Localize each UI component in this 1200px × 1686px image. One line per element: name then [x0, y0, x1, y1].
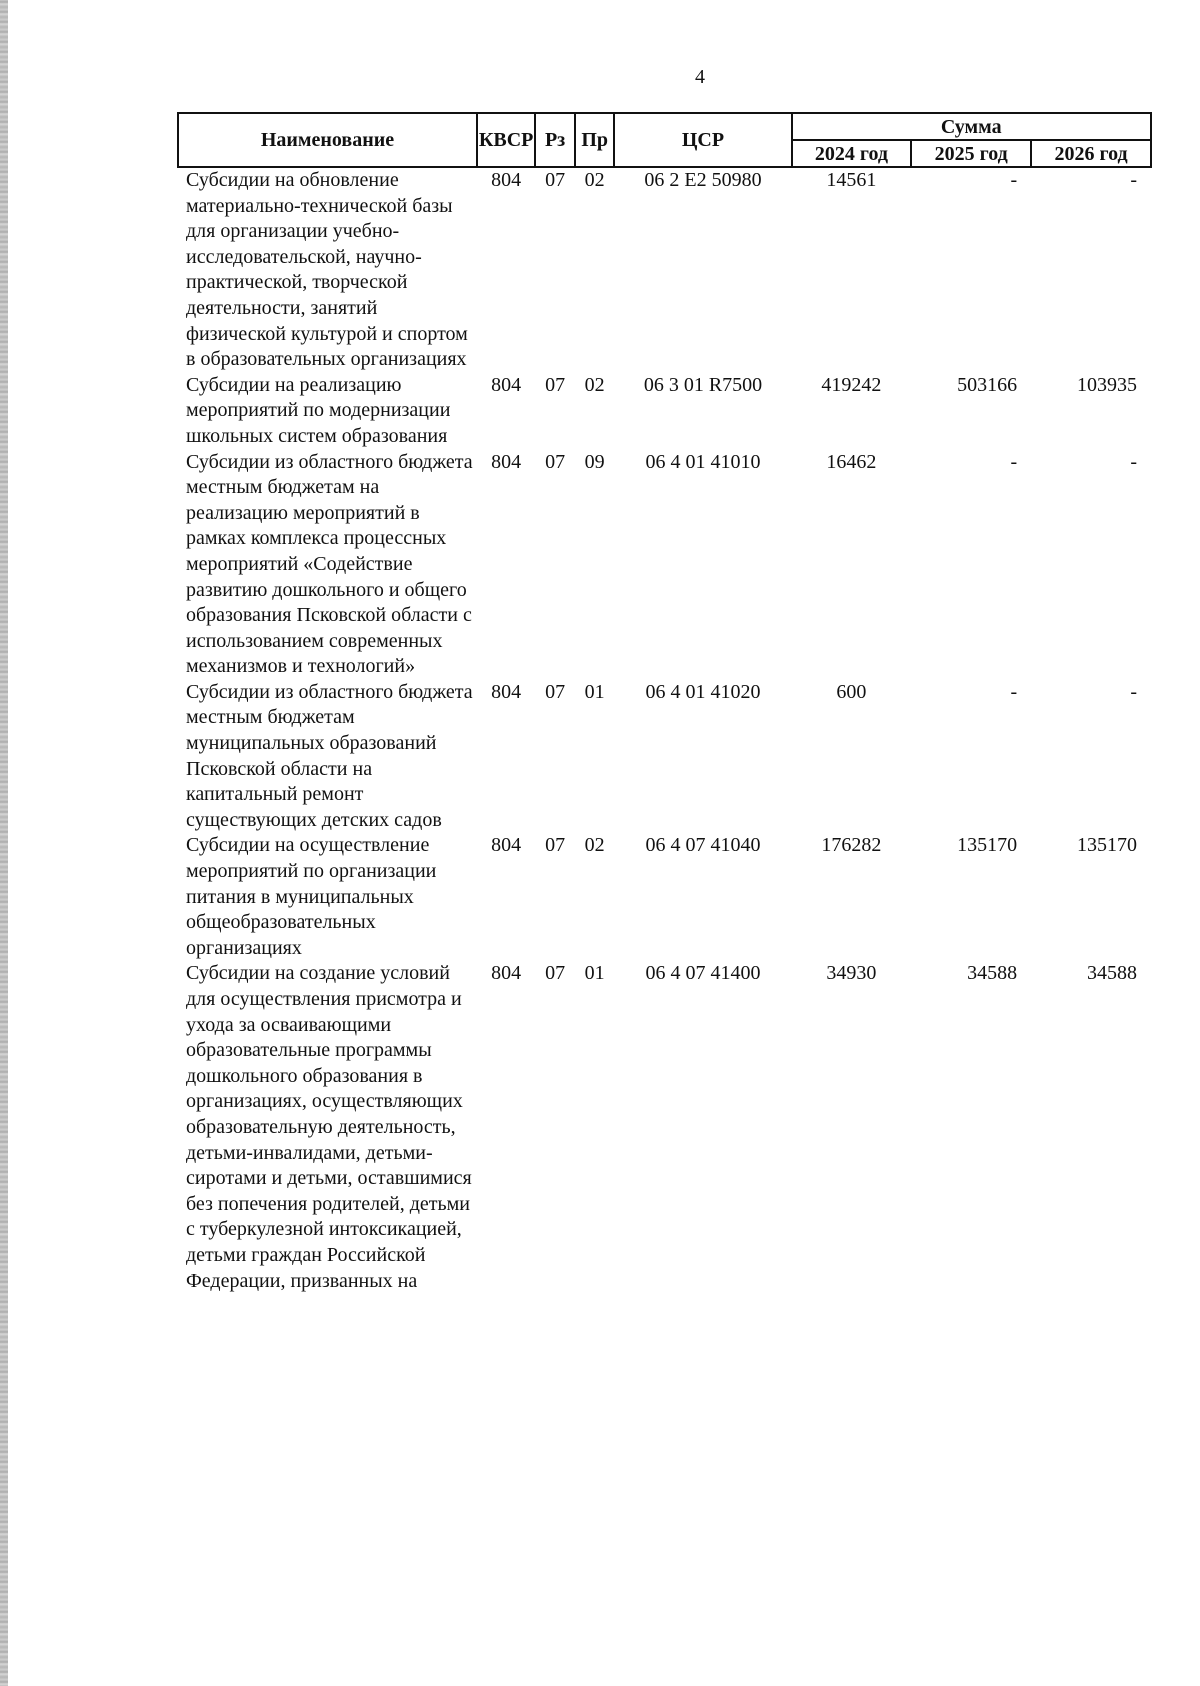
header-sum: Сумма [792, 113, 1151, 140]
row-pr: 01 [584, 680, 605, 703]
row-sum-2025: 503166 [957, 373, 1018, 396]
row-csr: 06 3 01 R7500 [643, 373, 763, 396]
row-sum-2024: 34930 [826, 962, 877, 985]
row-sum-2025: - [1010, 450, 1018, 473]
row-kvsr: 804 [491, 834, 522, 857]
table-row [178, 680, 1151, 834]
table-row [178, 961, 1151, 1294]
row-kvsr: 804 [491, 169, 522, 191]
row-kvsr: 804 [491, 373, 522, 396]
row-csr: 06 2 E2 50980 [644, 169, 762, 191]
row-pr: 01 [584, 962, 605, 985]
page-number: 4 [695, 66, 705, 88]
table-row [178, 373, 1151, 450]
header-pr: Пр [575, 113, 615, 167]
row-rz: 07 [545, 373, 566, 396]
row-kvsr: 804 [491, 680, 522, 703]
budget-table [177, 112, 1152, 1294]
row-rz: 07 [545, 834, 566, 857]
table-body [178, 167, 1151, 1294]
row-name: Субсидии на осуществление мероприятий по организации питания в муниципальных общеобразовательных организациях [186, 834, 437, 959]
row-sum-2026: 34588 [1087, 962, 1137, 985]
row-kvsr: 804 [491, 450, 522, 473]
row-kvsr: 804 [491, 962, 522, 985]
row-sum-2024: 600 [836, 680, 867, 703]
row-csr: 06 4 07 41400 [645, 962, 761, 985]
header-year-2024: 2024 год [792, 140, 912, 167]
row-sum-2026: - [1130, 680, 1137, 703]
row-rz: 07 [545, 450, 566, 473]
row-rz: 07 [545, 680, 566, 703]
header-rz: Рз [535, 113, 575, 167]
row-sum-2025: - [1010, 680, 1018, 703]
header-year-2026: 2026 год [1031, 140, 1151, 167]
row-sum-2024: 16462 [826, 450, 877, 473]
row-sum-2025: 135170 [957, 834, 1018, 857]
scan-edge [0, 0, 8, 1686]
row-sum-2026: - [1130, 169, 1137, 191]
row-name: Субсидии из областного бюджета местным бюджетам муниципальных образований Псковской области на капитальный ремонт существующих детских садов [186, 680, 473, 831]
header-name: Наименование [178, 113, 477, 167]
header-kvsr: КВСР [477, 113, 535, 167]
table-row [178, 167, 1151, 373]
row-pr: 02 [584, 169, 605, 191]
row-sum-2024: 176282 [821, 834, 882, 857]
row-rz: 07 [545, 169, 566, 191]
row-sum-2026: - [1130, 450, 1137, 473]
header-year-2025: 2025 год [911, 140, 1031, 167]
header-csr: ЦСР [614, 113, 791, 167]
row-name: Субсидии на обновление материально-технической базы для организации учебно-исследовательской, научно-практической, творческой деятельности, занятий физической культурой и спортом в образовательных организациях [186, 169, 468, 371]
row-csr: 06 4 01 41010 [645, 450, 761, 473]
row-pr: 02 [584, 373, 605, 396]
row-sum-2026: 135170 [1077, 834, 1137, 857]
row-sum-2024: 419242 [821, 373, 882, 396]
table-row [178, 833, 1151, 961]
row-rz: 07 [545, 962, 566, 985]
row-pr: 09 [584, 450, 605, 473]
row-sum-2026: 103935 [1077, 373, 1137, 396]
table-row [178, 450, 1151, 680]
row-csr: 06 4 01 41020 [645, 680, 761, 703]
row-name: Субсидии из областного бюджета местным бюджетам на реализацию мероприятий в рамках комплекса процессных мероприятий «Содействие развитию дошкольного и общего образования Псковской области с использованием современных механизмов и технологий» [186, 450, 473, 678]
row-pr: 02 [584, 834, 605, 857]
row-sum-2025: - [1010, 169, 1018, 191]
row-csr: 06 4 07 41040 [645, 834, 761, 857]
row-name: Субсидии на создание условий для осуществления присмотра и ухода за осваивающими образовательные программы дошкольного образования в организациях, осуществляющих образовательную деятельность, детьми-инвалидами, детьми-сиротами и детьми, оставшимися без попечения родителей, детьми с туберкулезной интоксикацией, детьми граждан Российской Федерации, призванных на [186, 962, 472, 1292]
row-sum-2024: 14561 [826, 169, 877, 191]
row-sum-2025: 34588 [967, 962, 1018, 985]
table-header [178, 113, 1151, 167]
row-name: Субсидии на реализацию мероприятий по модернизации школьных систем образования [186, 373, 451, 447]
